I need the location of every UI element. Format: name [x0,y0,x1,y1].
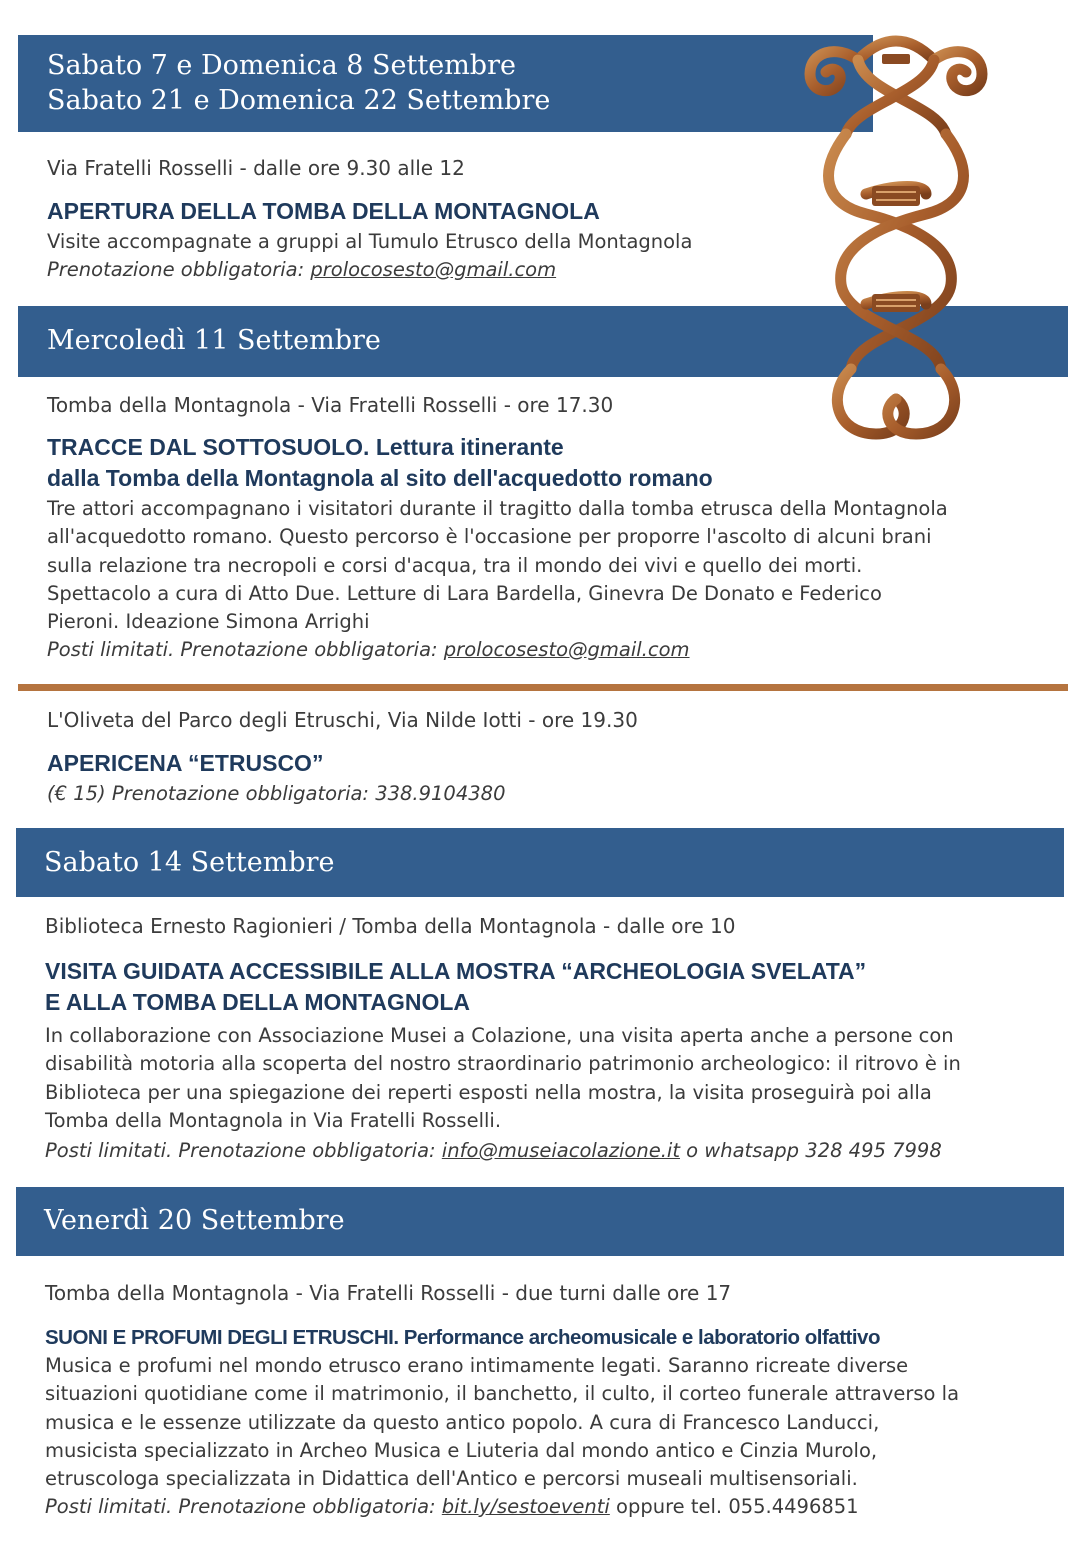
event-location: Via Fratelli Rosselli - dalle ore 9.30 alle 12 [47,156,465,180]
event-title: APERICENA “ETRUSCO” [47,750,324,776]
event-description: Tre attori accompagnano i visitatori durante il tragitto dalla tomba etrusca della Montagnola all'acquedotto romano. Questo percorso è l'occasione per proporre l'ascolto di alcuni brani sulla relazione tra necropoli e corsi d'acqua, tra il mondo dei vivi e quello dei morti. Spettacolo a cura di Atto Due. Letture di Lara Bardella, Ginevra De Donato e Federico Pieroni. Ideazione Simona Arrighi [47,497,948,634]
event-description: Musica e profumi nel mondo etrusco erano intimamente legati. Saranno ricreate diverse situazioni quotidiane come il matrimonio, il banchetto, il culto, il corteo funerale attraverso la musica e le essenze utilizzate da questo antico popolo. A cura di Francesco Landucci, musicista specializzato in Archeo Musica e Liuteria dal mondo antico e Cinzia Murolo, etruscologa specializzata in Didattica dell'Antico e percorsi museali multisensoriali. [45,1354,960,1491]
event-location: Tomba della Montagnola - Via Fratelli Rosselli - due turni dalle ore 17 [45,1281,732,1305]
date-line: Sabato 7 e Domenica 8 Settembre [47,50,516,81]
event-location: Tomba della Montagnola - Via Fratelli Rosselli - ore 17.30 [47,393,614,417]
email-link[interactable]: prolocosesto@gmail.com [310,258,557,281]
event-location: L'Oliveta del Parco degli Etruschi, Via Nilde Iotti - ore 19.30 [47,708,638,732]
date-line: Mercoledì 11 Settembre [47,325,381,356]
email-link[interactable]: prolocosesto@gmail.com [443,638,690,661]
event-title: TRACCE DAL SOTTOSUOLO. Lettura itinerante dalla Tomba della Montagnola al sito dell'acquedotto romano [47,434,713,491]
event-title: APERTURA DELLA TOMBA DELLA MONTAGNOLA [47,198,600,224]
date-band-3 [16,828,1064,897]
section-divider [18,684,1068,691]
etruscan-bronze-ornament-icon [796,14,996,446]
booking-note: Posti limitati. Prenotazione obbligatoria: bit.ly/sestoeventi oppure tel. 055.4496851 [45,1495,859,1518]
event-description: Visite accompagnate a gruppi al Tumulo Etrusco della Montagnola [47,230,693,253]
date-line: Sabato 21 e Domenica 22 Settembre [47,85,551,116]
event-location: Biblioteca Ernesto Ragionieri / Tomba della Montagnola - dalle ore 10 [45,914,736,938]
booking-note: Posti limitati. Prenotazione obbligatoria: prolocosesto@gmail.com [47,638,690,661]
booking-note: Prenotazione obbligatoria: prolocosesto@gmail.com [47,258,557,281]
date-band-1 [18,35,873,132]
event-description: In collaborazione con Associazione Musei a Colazione, una visita aperta anche a persone con disabilità motoria alla scoperta del nostro straordinario patrimonio archeologico: il ritrovo è in Biblioteca per una spiegazione dei reperti esposti nella mostra, la visita proseguirà poi alla Tomba della Montagnola in Via Fratelli Rosselli. [45,1024,961,1132]
email-link[interactable]: info@museiacolazione.it [441,1139,680,1162]
date-line: Venerdì 20 Settembre [44,1205,345,1236]
date-band-4 [16,1187,1064,1256]
web-link[interactable]: bit.ly/sestoeventi [441,1495,610,1518]
event-title: SUONI E PROFUMI DEGLI ETRUSCHI. Performance archeomusicale e laboratorio olfattivo [45,1326,880,1349]
booking-note: (€ 15) Prenotazione obbligatoria: 338.9104380 [47,782,506,805]
event-title: VISITA GUIDATA ACCESSIBILE ALLA MOSTRA “ARCHEOLOGIA SVELATA” E ALLA TOMBA DELLA MONTAGNOLA [45,958,867,1015]
date-line: Sabato 14 Settembre [44,847,335,878]
booking-note: Posti limitati. Prenotazione obbligatoria: info@museiacolazione.it o whatsapp 328 495 7998 [45,1139,942,1162]
